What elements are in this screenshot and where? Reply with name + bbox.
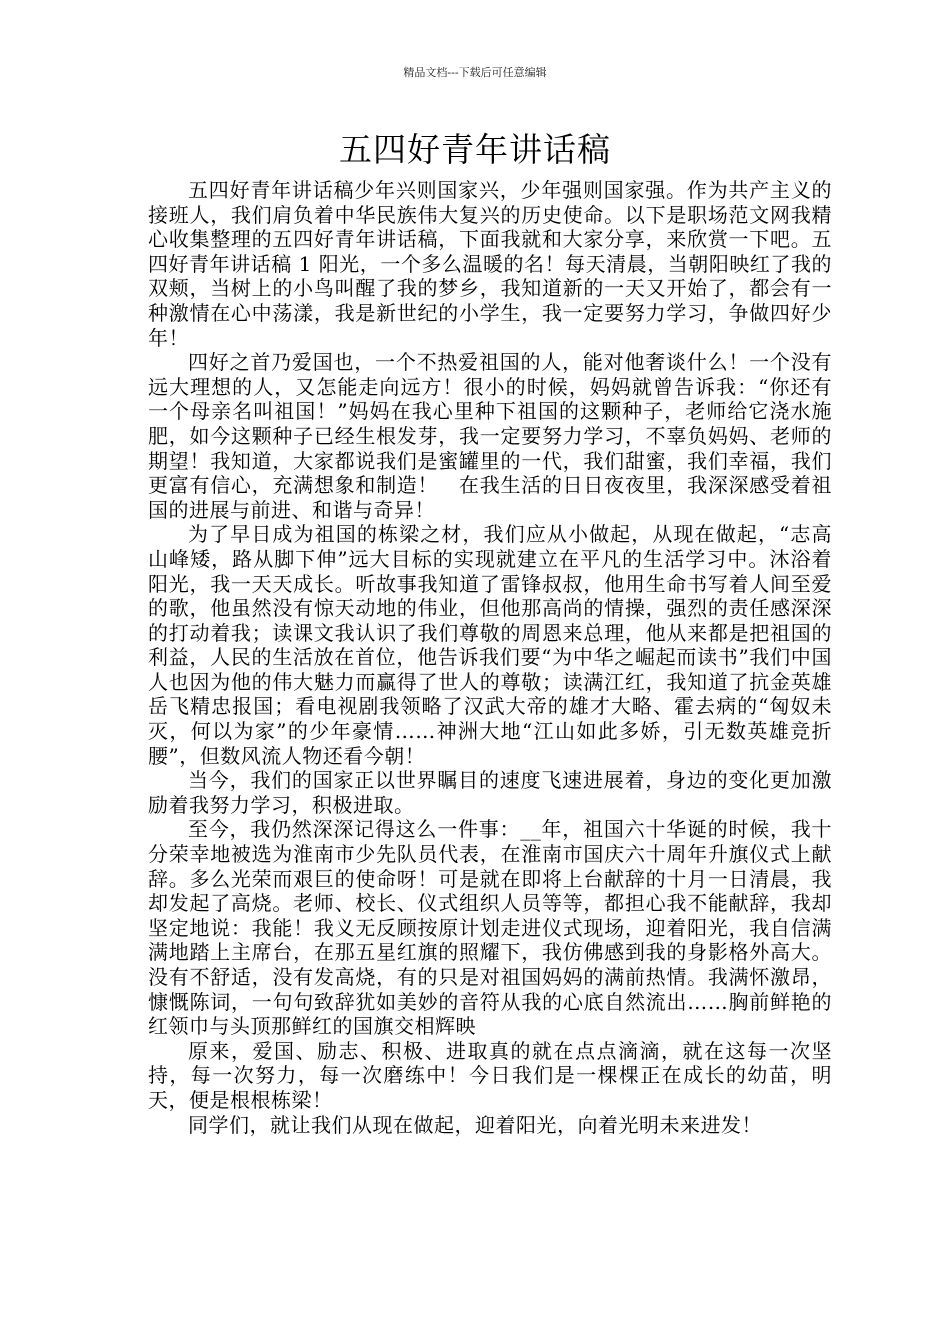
paragraph-2: 四好之首乃爱国也，一个不热爱祖国的人，能对他奢谈什么！一个没有远大理想的人，又怎能走向远方！很小的时候，妈妈就曾告诉我：“你还有一个母亲名叫祖国！”妈妈在我心里种下祖国的这颗种子，老师给它浇水施肥，如今这颗种子已经生根发芽，我一定要努力学习，不辜负妈妈、老师的期望！我知道，大家都说我们是蜜罐里的一代，我们甜蜜，我们幸福，我们更富有信心，充满想象和制造！ 在我生活的日日夜夜里，我深深感受着祖国的进展与前进、和谐与奇异！ — [148, 350, 832, 522]
document-body — [148, 178, 832, 1137]
paragraph-3: 为了早日成为祖国的栋梁之材，我们应从小做起，从现在做起，“志高山峰矮，路从脚下伸”远大目标的实现就建立在平凡的生活学习中。沐浴着阳光，我一天天成长。听故事我知道了雷锋叔叔，他用生命书写着人间至爱的歌，他虽然没有惊天动地的伟业，但他那高尚的情操，强烈的责任感深深的打动着我；读课文我认识了我们尊敬的周恩来总理，他从来都是把祖国的利益，人民的生活放在首位，他告诉我们要“为中华之崛起而读书”我们中国人也因为他的伟大魅力而赢得了世人的尊敬；读满江红，我知道了抗金英雄岳飞精忠报国；看电视剧我领略了汉武大帝的雄才大略、霍去病的“匈奴未灭，何以为家”的少年豪情……神洲大地“江山如此多娇，引无数英雄竞折腰”，但数风流人物还看今朝！ — [148, 522, 832, 768]
paragraph-1: 五四好青年讲话稿少年兴则国家兴，少年强则国家强。作为共产主义的接班人，我们肩负着中华民族伟大复兴的历史使命。以下是职场范文网我精心收集整理的五四好青年讲话稿，下面我就和大家分享，来欣赏一下吧。五四好青年讲话稿 1 阳光，一个多么温暖的名！每天清晨，当朝阳映红了我的双颊，当树上的小鸟叫醒了我的梦乡，我知道新的一天又开始了，都会有一种激情在心中荡漾，我是新世纪的小学生，我一定要努力学习，争做四好少年！ — [148, 178, 832, 350]
document-title: 五四好青年讲话稿 — [339, 130, 611, 169]
paragraph-4: 当今，我们的国家正以世界瞩目的速度飞速进展着，身边的变化更加激励着我努力学习，积极进取。 — [148, 768, 832, 817]
paragraph-7: 同学们，就让我们从现在做起，迎着阳光，向着光明未来进发！ — [188, 1112, 762, 1137]
paragraph-6: 原来，爱国、励志、积极、进取真的就在点点滴滴，就在这每一次坚持，每一次努力，每一次磨练中！今日我们是一棵棵正在成长的幼苗，明天，便是根根栋梁！ — [148, 1038, 832, 1112]
paragraph-5: 至今，我仍然深深记得这么一件事：__年，祖国六十华诞的时候，我十分荣幸地被选为淮南市少先队员代表，在淮南市国庆六十周年升旗仪式上献辞。多么光荣而艰巨的使命呀！可是就在即将上台献辞的十月一日清晨，我却发起了高烧。老师、校长、仪式组织人员等等，都担心我不能献辞，我却坚定地说：我能！我义无反顾按原计划走进仪式现场，迎着阳光，我自信满满地踏上主席台，在那五星红旗的照耀下，我仿佛感到我的身影格外高大。没有不舒适，没有发高烧，有的只是对祖国妈妈的满前热情。我满怀激昂，慷慨陈词，一句句致辞犹如美妙的音符从我的心底自然流出……胸前鲜艳的红领巾与头顶那鲜红的国旗交相辉映 — [148, 817, 832, 1039]
header-note: 精品文档---下载后可任意编辑 — [403, 66, 547, 79]
